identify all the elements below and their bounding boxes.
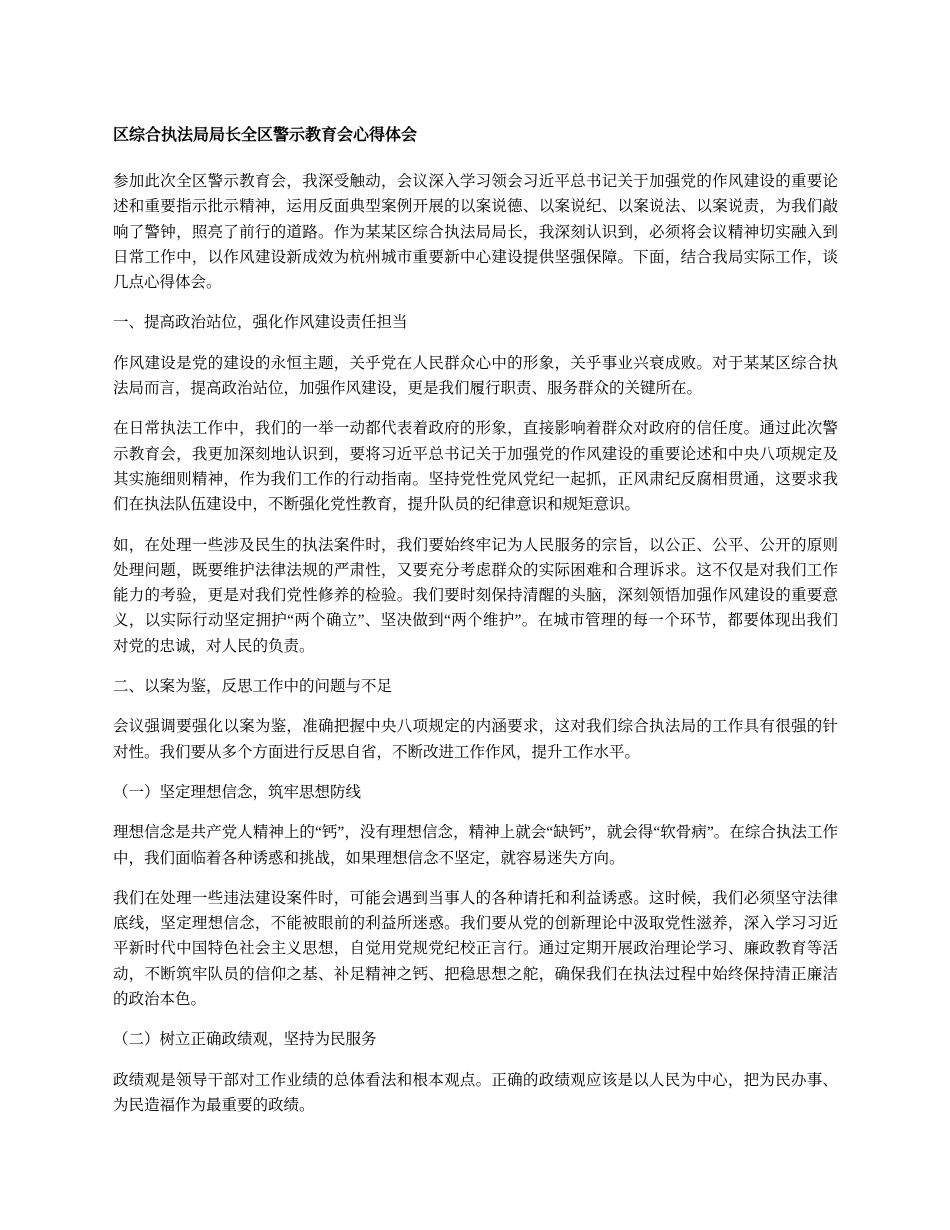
section-heading-1: 一、提高政治站位，强化作风建设责任担当 [113, 314, 408, 332]
subsection-heading-2: （二）树立正确政绩观，坚持为民服务 [113, 1031, 377, 1049]
document-title: 区综合执法局局长全区警示教育会心得体会 [113, 127, 418, 144]
paragraph: 理想信念是共产党人精神上的“钙”，没有理想信念，精神上就会“缺钙”，就会得“软骨病”。在综合执法工作中，我们面临着各种诱惑和挑战，如果理想信念不坚定，就容易迷失方向。 [113, 824, 838, 867]
paragraph: 我们在处理一些违法建设案件时，可能会遇到当事人的各种请托和利益诱惑。这时候，我们必须坚守法律底线，坚定理想信念，不能被眼前的利益所迷惑。我们要从党的创新理论中汲取党性滋养，深入学习习近平新时代中国特色社会主义思想，自觉用党规党纪校正言行。通过定期开展政治理论学习、廉政教育等活动，不断筑牢队员的信仰之基、补足精神之钙、把稳思想之舵，确保我们在执法过程中始终保持清正廉洁的政治本色。 [113, 889, 838, 1009]
paragraph: 政绩观是领导干部对工作业绩的总体看法和根本观点。正确的政绩观应该是以人民为中心，把为民办事、为民造福作为最重要的政绩。 [113, 1071, 838, 1114]
paragraph: 参加此次全区警示教育会，我深受触动，会议深入学习领会习近平总书记关于加强党的作风建设的重要论述和重要指示批示精神，运用反面典型案例开展的以案说德、以案说纪、以案说法、以案说责，为我们敲响了警钟，照亮了前行的道路。作为某某区综合执法局局长，我深刻认识到，必须将会议精神切实融入到日常工作中，以作风建设新成效为杭州城市重要新中心建设提供坚强保障。下面，结合我局实际工作，谈几点心得体会。 [113, 173, 838, 292]
paragraph: 作风建设是党的建设的永恒主题，关乎党在人民群众心中的形象，关乎事业兴衰成败。对于某某区综合执法局而言，提高政治站位，加强作风建设，更是我们履行职责、服务群众的关键所在。 [113, 354, 838, 398]
paragraph: 在日常执法工作中，我们的一举一动都代表着政府的形象，直接影响着群众对政府的信任度。通过此次警示教育会，我更加深刻地认识到，要将习近平总书记关于加强党的作风建设的重要论述和中央八项规定及其实施细则精神，作为我们工作的行动指南。坚持党性党风党纪一起抓，正风肃纪反腐相贯通，这要求我们在执法队伍建设中，不断强化党性教育，提升队员的纪律意识和规矩意识。 [113, 420, 838, 514]
subsection-heading-1: （一）坚定理想信念，筑牢思想防线 [113, 783, 362, 801]
section-heading-2: 二、以案为鉴，反思工作中的问题与不足 [113, 678, 393, 696]
paragraph: 如，在处理一些涉及民生的执法案件时，我们要始终牢记为人民服务的宗旨，以公正、公平、公开的原则处理问题，既要维护法律法规的严肃性，又要充分考虑群众的实际困难和合理诉求。这不仅是对我们工作能力的考验，更是对我们党性修养的检验。我们要时刻保持清醒的头脑，深刻领悟加强作风建设的重要意义，以实际行动坚定拥护“两个确立”、坚决做到“两个维护”。在城市管理的每一个环节，都要体现出我们对党的忠诚，对人民的负责。 [113, 536, 838, 655]
paragraph: 会议强调要强化以案为鉴，准确把握中央八项规定的内涵要求，这对我们综合执法局的工作具有很强的针对性。我们要从多个方面进行反思自省，不断改进工作作风，提升工作水平。 [113, 718, 838, 761]
